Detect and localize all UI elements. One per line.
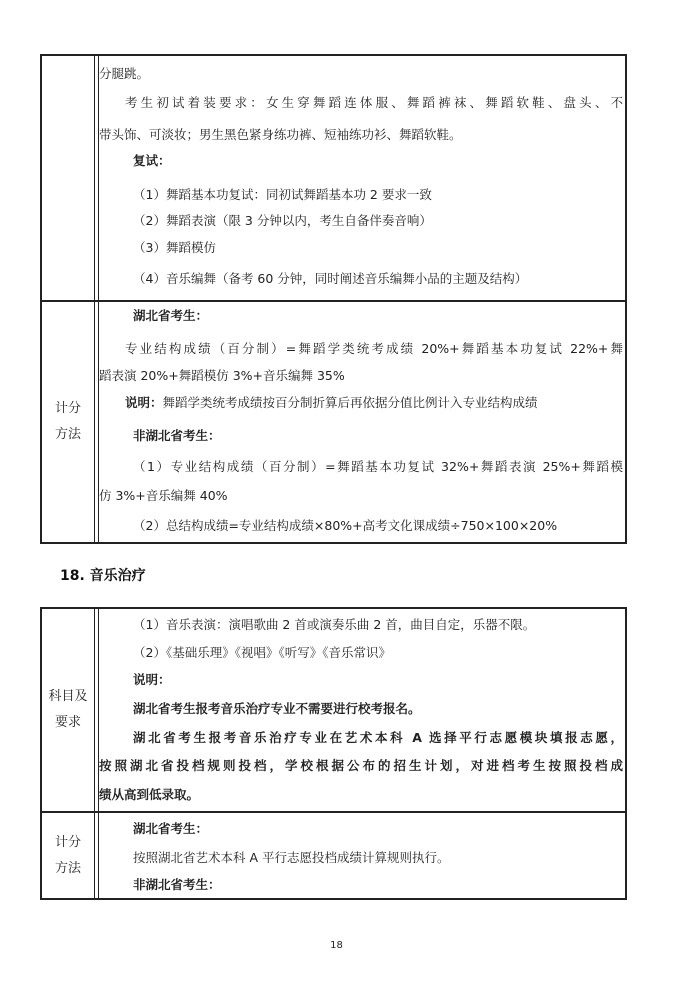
label-line: 方法 [54, 860, 81, 876]
text-line: 湖北省考生报考音乐治疗专业在艺术本科 A 选择平行志愿模块填报志愿， [133, 730, 623, 745]
text-line: 湖北省考生报考音乐治疗专业不需要进行校考报名。 [133, 701, 421, 716]
table2-row-scoring [42, 813, 625, 898]
text-line: （1）专业结构成绩（百分制）=舞蹈基本功复试 32%+舞蹈表演 25%+舞蹈模 [133, 459, 623, 474]
text-line: （2）《基础乐理》《视唱》《听写》《音乐常识》 [133, 645, 391, 660]
text-line: 专业结构成绩（百分制）=舞蹈学类统考成绩 20%+舞蹈基本功复试 22%+舞 [125, 341, 623, 356]
table1-row1-content [98, 56, 625, 300]
non-hubei-heading: 非湖北省考生： [133, 877, 221, 892]
table2-row1-content [98, 609, 625, 811]
label-line: 计分 [54, 834, 81, 850]
text-line: （2）舞蹈表演（限 3 分钟以内，考生自备伴奏音响） [133, 213, 432, 228]
text-line: 按照湖北省艺术本科 A 平行志愿投档成绩计算规则执行。 [133, 850, 450, 865]
table1-row-scoring [42, 302, 625, 542]
non-hubei-heading: 非湖北省考生： [133, 428, 221, 443]
text-line: 按照湖北省投档规则投档，学校根据公布的招生计划，对进档考生按照投档成 [99, 758, 623, 773]
text-line: 绩从高到低录取。 [99, 787, 200, 802]
table2-row-requirements [42, 609, 625, 811]
text-line: 仿 3%+音乐编舞 40% [99, 488, 228, 503]
table1-row1-label-cell [42, 56, 95, 300]
table1-row2-content [98, 302, 625, 542]
note-line [99, 395, 623, 411]
note-text: 舞蹈学类统考成绩按百分制折算后再依据分值比例计入专业结构成绩 [162, 395, 538, 410]
music-therapy-table [40, 607, 627, 900]
text-line: （1）音乐表演：演唱歌曲 2 首或演奏乐曲 2 首，曲目自定，乐器不限。 [133, 617, 536, 632]
text-line: 分腿跳。 [99, 66, 150, 81]
table2-row1-label-cell [42, 609, 95, 811]
text-line: 考生初试着装要求：女生穿舞蹈连体服、舞蹈裤袜、舞蹈软鞋、盘头、不 [125, 95, 623, 110]
text-line: （2）总结构成绩=专业结构成绩×80%+高考文化课成绩÷750×100×20% [133, 518, 558, 533]
hubei-heading: 湖北省考生： [133, 308, 209, 323]
label-line: 要求 [54, 715, 81, 730]
note-heading: 说明： [133, 672, 171, 687]
table1-row-requirements [42, 56, 625, 300]
table1-row2-label-cell [42, 302, 95, 542]
section-title: 18. 音乐治疗 [60, 568, 146, 584]
text-line: （4）音乐编舞（备考 60 分钟，同时阐述音乐编舞小品的主题及结构） [133, 271, 528, 286]
label-line: 方法 [54, 427, 81, 442]
text-line: 蹈表演 20%+舞蹈模仿 3%+音乐编舞 35% [99, 368, 345, 383]
hubei-heading: 湖北省考生： [133, 821, 209, 836]
page-number: 18 [330, 940, 343, 951]
text-line: （1）舞蹈基本功复试：同初试舞蹈基本功 2 要求一致 [133, 187, 432, 202]
table2-row2-label-cell [42, 813, 95, 898]
retest-heading: 复试： [133, 153, 171, 168]
note-label: 说明： [125, 395, 163, 410]
label-line: 计分 [54, 401, 81, 416]
text-line: 带头饰、可淡妆；男生黑色紧身练功裤、短袖练功衫、舞蹈软鞋。 [99, 127, 462, 142]
label-line: 科目及 [48, 689, 88, 704]
dance-requirements-table [40, 54, 627, 544]
text-line: （3）舞蹈模仿 [133, 240, 216, 255]
table2-row2-content [98, 813, 625, 898]
